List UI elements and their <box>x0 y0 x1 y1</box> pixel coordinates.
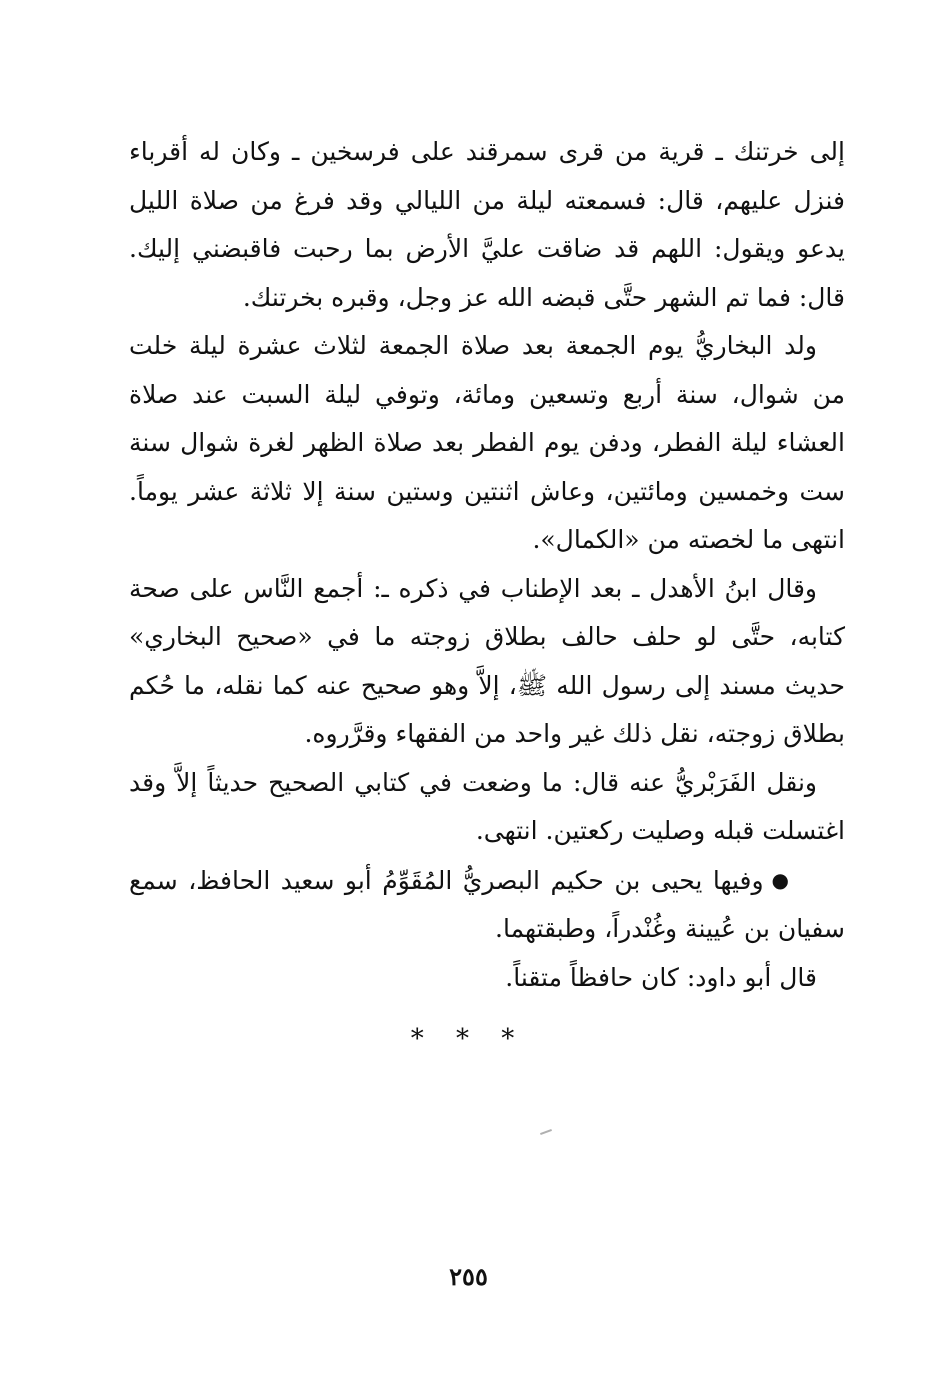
section-separator: * * * <box>410 1024 527 1054</box>
paragraph-5 <box>129 856 845 954</box>
scan-speck <box>540 1129 552 1135</box>
page-number: ٢٥٥ <box>449 1262 488 1291</box>
bullet-icon: ● <box>771 867 789 892</box>
paragraph-2: ولد البخاريُّ يوم الجمعة بعد صلاة الجمعة لثلاث عشرة ليلة خلت من شوال، سنة أربع وتسعين ومائة، وتوفي ليلة السبت عند صلاة العشاء ليلة الفطر، ودفن يوم الفطر بعد صلاة الظهر لغرة شوال سنة ست وخمسين ومائتين، وعاش اثنتين وستين سنة إلا ثلاثة عشر يوماً. انتهى ما لخصته من «الكمال». <box>129 331 845 554</box>
paragraph-3: وقال ابنُ الأهدل ـ بعد الإطناب في ذكره ـ: أجمع النَّاس على صحة كتابه، حتَّى لو حلف حالف بطلاق زوجته ما في «صحيح البخاري» حديث مسند إلى رسول الله ﷺ، إلاَّ وهو صحيح عنه كما نقله، ما حُكم بطلاق زوجته، نقل ذلك غير واحد من الفقهاء وقرَّروه. <box>129 573 845 748</box>
paragraph-5-text: وفيها يحيى بن حكيم البصريُّ المُقَوِّمُ أبو سعيد الحافظ، سمع سفيان بن عُيينة وغُنْدراً، وطبقتهما. <box>129 865 845 943</box>
paragraph-1: إلى خرتنك ـ قرية من قرى سمرقند على فرسخين ـ وكان له أقرباء فنزل عليهم، قال: فسمعته ليلة من الليالي وقد فرغ من صلاة الليل يدعو ويقول: اللهم قد ضاقت عليَّ الأرض بما رحبت فاقبضني إليك. قال: فما تم الشهر حتَّى قبضه الله عز وجل، وقبره بخرتنك. <box>129 137 845 312</box>
main-text <box>129 128 845 1002</box>
paragraph-6: قال أبو داود: كان حافظاً متقناً. <box>505 962 817 992</box>
paragraph-4: ونقل الفَرَبْريُّ عنه قال: ما وضعت في كتابي الصحيح حديثاً إلاَّ وقد اغتسلت قبله وصليت ركعتين. انتهى. <box>129 767 845 845</box>
